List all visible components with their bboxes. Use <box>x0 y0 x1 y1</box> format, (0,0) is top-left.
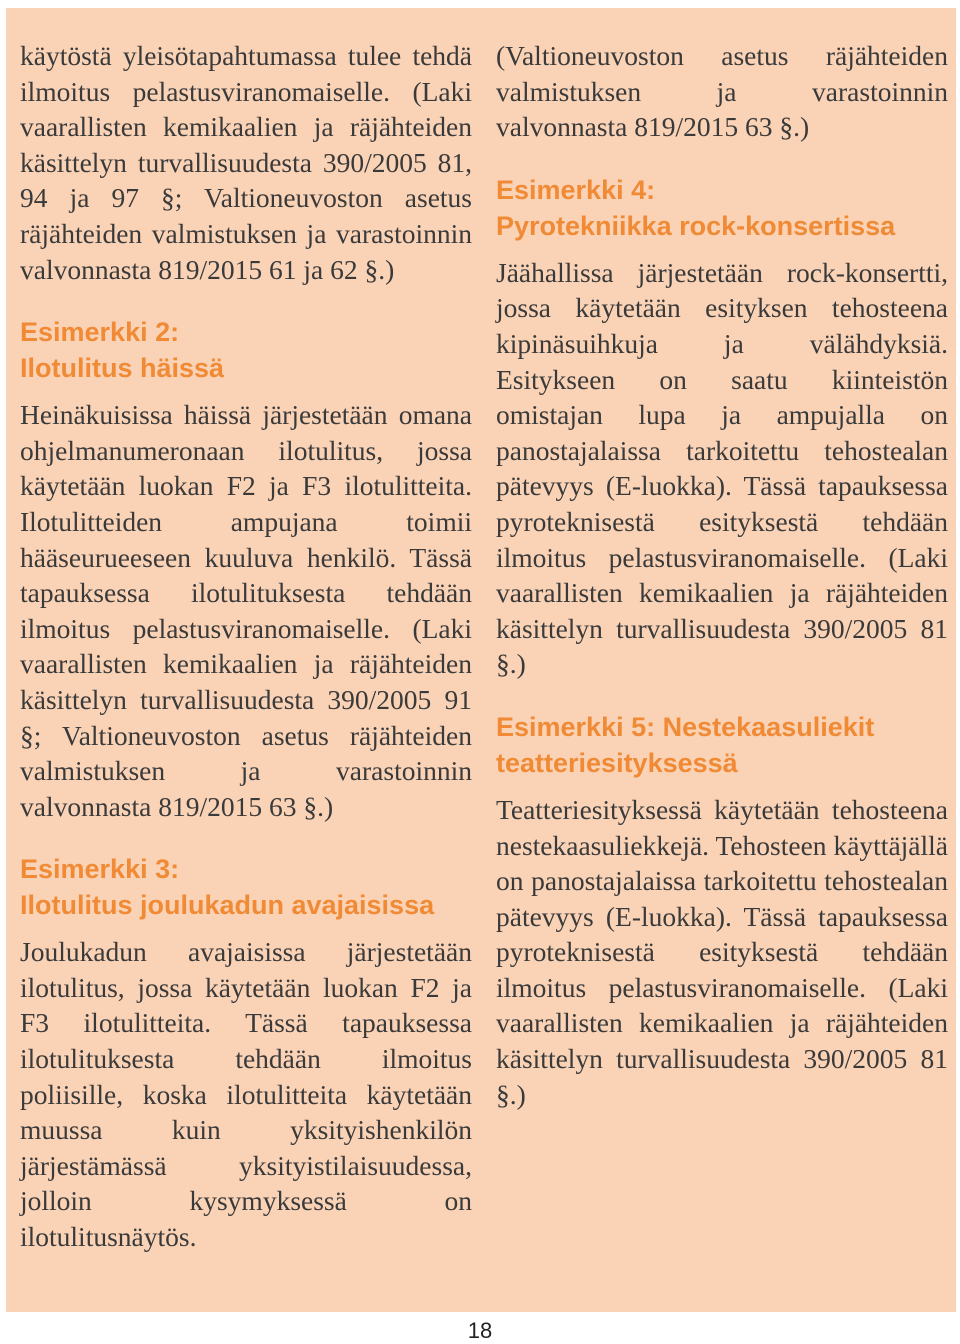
example-5-body: Teatteriesityksessä käytetään tehosteena nestekaasuliekkejä. Tehosteen käyttäjällä on panostajalaissa tarkoitettu tehostealan pätevyys (E-luokka). Tässä tapauksessa pyroteknisestä esityksestä tehdään ilmoitus pelastusviranomaiselle. (Laki vaarallisten kemikaalien ja räjähteiden käsittelyn turvallisuudesta 390/2005 81 §.) <box>496 793 948 1110</box>
example-3-body: Joulukadun avajaisissa järjestetään ilotulitus, jossa käytetään luokan F2 ja F3 ilotulitteita. Tässä tapauksessa ilotulituksesta tehdään ilmoitus poliisille, koska ilotulitteita käytetään muussa kuin yksityishenkilön järjestämässä yksityistilaisuudessa, jolloin kysymyksessä on ilotulitusnäytös. <box>20 936 472 1253</box>
right-intro-paragraph: (Valtioneuvoston asetus räjähteiden valmistuksen ja varastoinnin valvonnasta 819/2015 63 §.) <box>496 40 948 143</box>
intro-paragraph: käytöstä yleisötapahtumassa tulee tehdä ilmoitus pelastusviranomaiselle. (Laki vaarallisten kemikaalien ja räjähteiden käsittelyn turvallisuudesta 390/2005 81, 94 ja 97 §; Valtioneuvoston asetus räjähteiden valmistuksen ja varastoinnin valvonnasta 819/2015 61 ja 62 §.) <box>20 40 472 285</box>
example-4-heading <box>496 172 948 244</box>
example-2-heading <box>20 314 472 386</box>
example-3-heading <box>20 851 472 923</box>
example-2-heading-line2: Ilotulitus häissä <box>20 353 225 384</box>
example-2-body: Heinäkuisissa häissä järjestetään omana ohjelmanumeronaan ilotulitus, jossa käytetään luokan F2 ja F3 ilotulitteita. Ilotulitteiden ampujana toimii hääseurueeseen kuuluva henkilö. Tässä tapauksessa ilotulituksesta tehdään ilmoitus pelastusviranomaiselle. (Laki vaarallisten kemikaalien ja räjähteiden käsittelyn turvallisuudesta 390/2005 91 §; Valtioneuvoston asetus räjähteiden valmistuksen ja varastoinnin valvonnasta 819/2015 63 §.) <box>20 399 472 822</box>
example-3-heading-line2: Ilotulitus joulukadun avajaisissa <box>20 890 435 921</box>
example-5-heading <box>496 709 948 781</box>
example-4-heading-line2: Pyrotekniikka rock-konsertissa <box>496 210 896 241</box>
left-column <box>20 38 472 1255</box>
example-5-heading-line2: teatteriesityksessä <box>496 747 738 778</box>
example-2-heading-line1: Esimerkki 2: <box>20 317 180 348</box>
example-4-heading-line1: Esimerkki 4: <box>496 174 656 205</box>
example-3-heading-line1: Esimerkki 3: <box>20 854 180 885</box>
page-panel <box>6 8 956 1312</box>
example-4-body: Jäähallissa järjestetään rock-konsertti, jossa käytetään esityksen tehosteena kipinäsuihkuja ja välähdyksiä. Esitykseen on saatu kiinteistön omistajan lupa ja ampujalla on panostajalaissa tarkoitettu tehostealan pätevyys (E-luokka). Tässä tapauksessa pyroteknisestä esityksestä tehdään ilmoitus pelastusviranomaiselle. (Laki vaarallisten kemikaalien ja räjähteiden käsittelyn turvallisuudesta 390/2005 81 §.) <box>496 256 948 680</box>
right-column <box>496 38 948 1112</box>
example-5-heading-line1: Esimerkki 5: Nestekaasuliekit <box>496 711 875 742</box>
page-number: 18 <box>467 1318 493 1343</box>
